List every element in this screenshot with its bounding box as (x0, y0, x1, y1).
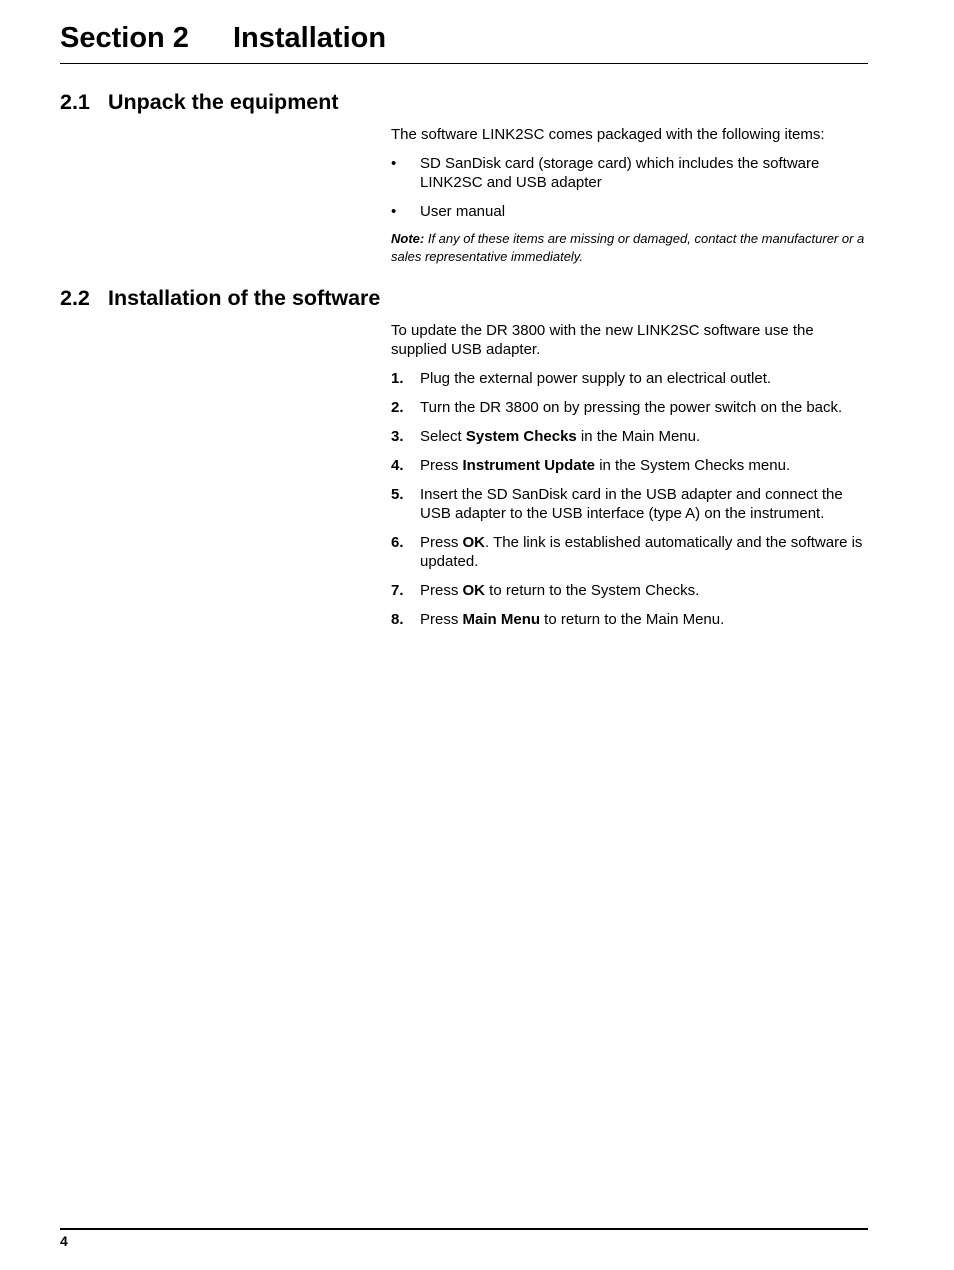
step-bold: System Checks (465, 428, 577, 445)
subsection-heading-unpack (60, 89, 339, 115)
install-intro: To update the DR 3800 with the new LINK2SC software use the supplied USB adapter. (391, 322, 814, 358)
bullet: • (391, 155, 397, 172)
step-text-post: in the System Checks menu. (595, 457, 791, 474)
step-text: Press (420, 582, 463, 599)
step-item (391, 533, 871, 571)
step-text: Turn the DR 3800 on by pressing the power switch on the back. (420, 399, 843, 416)
install-body (391, 321, 871, 629)
subsection-number: 2.2 (60, 286, 90, 310)
step-text-post: . The link is established automatically and the software is updated. (420, 534, 863, 570)
subsection-title: Installation of the software (108, 286, 381, 310)
step-number: 7. (391, 582, 404, 599)
step-bold: OK (462, 582, 486, 599)
footer-rule (60, 1228, 868, 1230)
step-bold: Instrument Update (462, 457, 596, 474)
list-item (391, 202, 871, 221)
subsection-title: Unpack the equipment (108, 90, 339, 114)
step-item (391, 369, 871, 388)
page-number: 4 (60, 1233, 68, 1249)
section-title: Installation (233, 22, 387, 54)
step-item (391, 456, 871, 475)
step-text: Plug the external power supply to an electrical outlet. (420, 370, 772, 387)
step-text: Insert the SD SanDisk card in the USB adapter and connect the USB adapter to the USB interface (type A) on the instrument. (420, 486, 843, 522)
step-text: Press (420, 534, 463, 551)
note-text: If any of these items are missing or damaged, contact the manufacturer or a sales representative immediately. (391, 231, 865, 264)
step-text: Press (420, 611, 463, 628)
subsection-number: 2.1 (60, 90, 90, 114)
list-item-text: SD SanDisk card (storage card) which includes the software LINK2SC and USB adapter (420, 155, 820, 191)
section-number: Section 2 (60, 22, 189, 54)
step-text: Select (420, 428, 466, 445)
list-item-text: User manual (420, 203, 506, 220)
step-item (391, 398, 871, 417)
step-number: 2. (391, 399, 404, 416)
step-number: 3. (391, 428, 404, 445)
step-item (391, 610, 871, 629)
step-number: 4. (391, 457, 404, 474)
step-number: 8. (391, 611, 404, 628)
step-text: Press (420, 457, 463, 474)
step-number: 5. (391, 486, 404, 503)
note-label: Note: (391, 231, 425, 246)
list-item (391, 154, 871, 192)
note (391, 230, 871, 266)
bullet: • (391, 203, 397, 220)
unpack-body (391, 125, 871, 266)
step-text-post: to return to the Main Menu. (540, 611, 725, 628)
step-text-post: in the Main Menu. (576, 428, 701, 445)
step-number: 6. (391, 534, 404, 551)
unpack-intro: The software LINK2SC comes packaged with the following items: (391, 126, 825, 143)
step-item (391, 581, 871, 600)
section-header (60, 18, 868, 64)
step-item (391, 485, 871, 523)
step-number: 1. (391, 370, 404, 387)
step-text-post: to return to the System Checks. (485, 582, 700, 599)
step-bold: OK (462, 534, 486, 551)
subsection-heading-install (60, 285, 380, 311)
step-item (391, 427, 871, 446)
step-bold: Main Menu (462, 611, 541, 628)
